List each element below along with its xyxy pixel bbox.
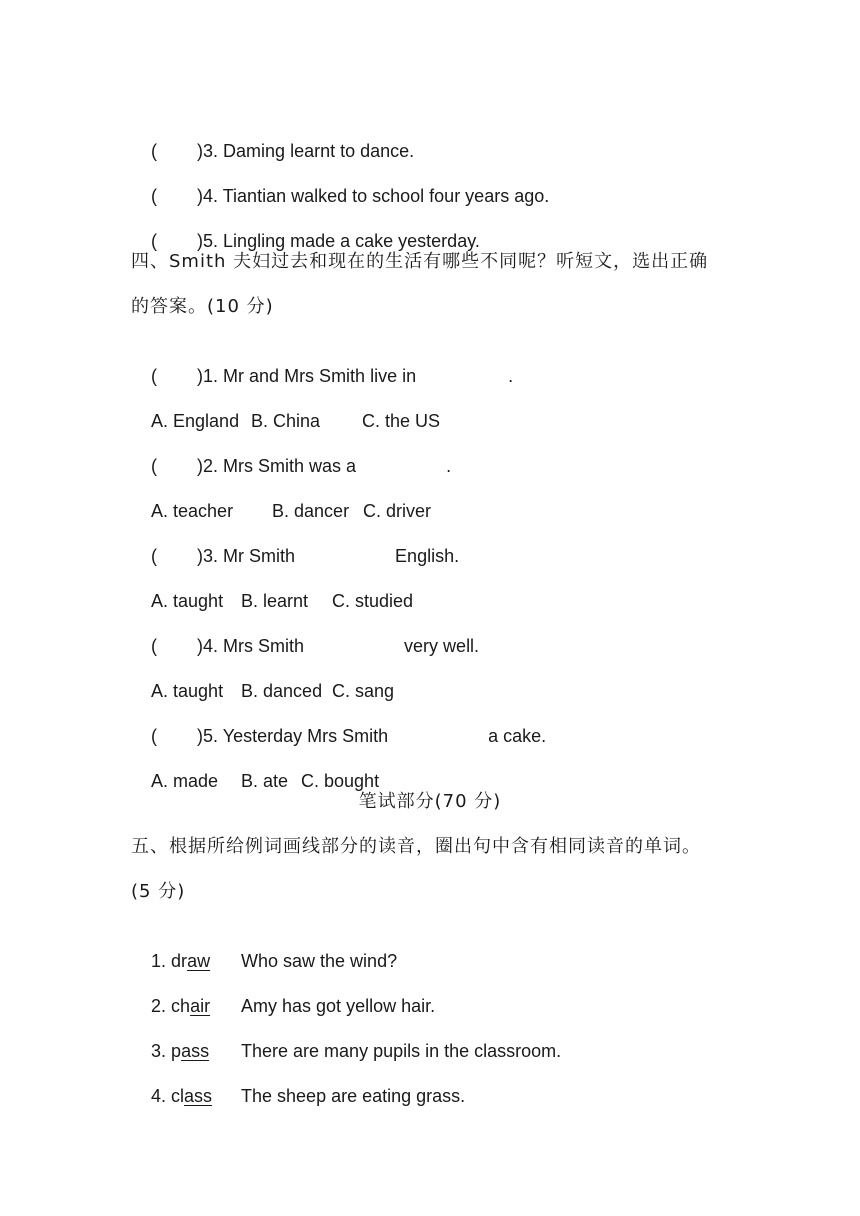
option-c[interactable]: C. the US (362, 411, 441, 431)
section5-title-line1: 五、根据所给例词画线部分的读音，圈出句中含有相同读音的单词。 (131, 836, 701, 857)
phonics-item-4 (131, 1060, 465, 1132)
example-word: 1. draw (151, 951, 211, 971)
sentence[interactable]: Who saw the wind? (241, 951, 398, 971)
option-c[interactable]: C. driver (363, 501, 432, 521)
listening-item-5: ( )5. Lingling made a cake yesterday. (151, 231, 480, 251)
option-a[interactable]: A. taught (151, 681, 224, 701)
option-c[interactable]: C. sang (332, 681, 395, 701)
example-word: 3. pass (151, 1041, 210, 1061)
section5-title-line2: (5 分) (131, 881, 186, 902)
sentence[interactable]: The sheep are eating grass. (241, 1086, 466, 1106)
question-5: ( )5. Yesterday Mrs Smith a cake. (151, 726, 547, 746)
underlined-part: aw (187, 951, 211, 971)
option-c[interactable]: C. bought (301, 771, 380, 791)
sentence[interactable]: Amy has got yellow hair. (241, 996, 436, 1016)
underlined-part: air (190, 996, 211, 1016)
underlined-part: ass (184, 1086, 213, 1106)
option-a[interactable]: A. made (151, 771, 219, 791)
question-3: ( )3. Mr Smith English. (151, 546, 460, 566)
section4-title-line2: 的答案。(10 分) (131, 296, 274, 317)
option-b[interactable]: B. ate (241, 771, 289, 791)
option-a[interactable]: A. teacher (151, 501, 234, 521)
question-4: ( )4. Mrs Smith very well. (151, 636, 480, 656)
section4-title-line1: 四、Smith 夫妇过去和现在的生活有哪些不同呢？听短文，选出正确 (131, 251, 709, 272)
option-c[interactable]: C. studied (332, 591, 414, 611)
example-word: 4. class (151, 1086, 213, 1106)
underlined-part: ass (181, 1041, 210, 1061)
listening-item-3: ( )3. Daming learnt to dance. (151, 141, 415, 161)
option-b[interactable]: B. China (251, 411, 321, 431)
option-b[interactable]: B. learnt (241, 591, 309, 611)
sentence[interactable]: There are many pupils in the classroom. (241, 1041, 562, 1061)
question-2: ( )2. Mrs Smith was a . (151, 456, 452, 476)
listening-item-4: ( )4. Tiantian walked to school four years ago. (151, 186, 550, 206)
option-a[interactable]: A. England (151, 411, 240, 431)
question-1: ( )1. Mr and Mrs Smith live in . (151, 366, 514, 386)
written-part-title: 笔试部分(70 分) (358, 791, 502, 812)
option-b[interactable]: B. dancer (272, 501, 350, 521)
example-word: 2. chair (151, 996, 211, 1016)
option-a[interactable]: A. taught (151, 591, 224, 611)
option-b[interactable]: B. danced (241, 681, 323, 701)
